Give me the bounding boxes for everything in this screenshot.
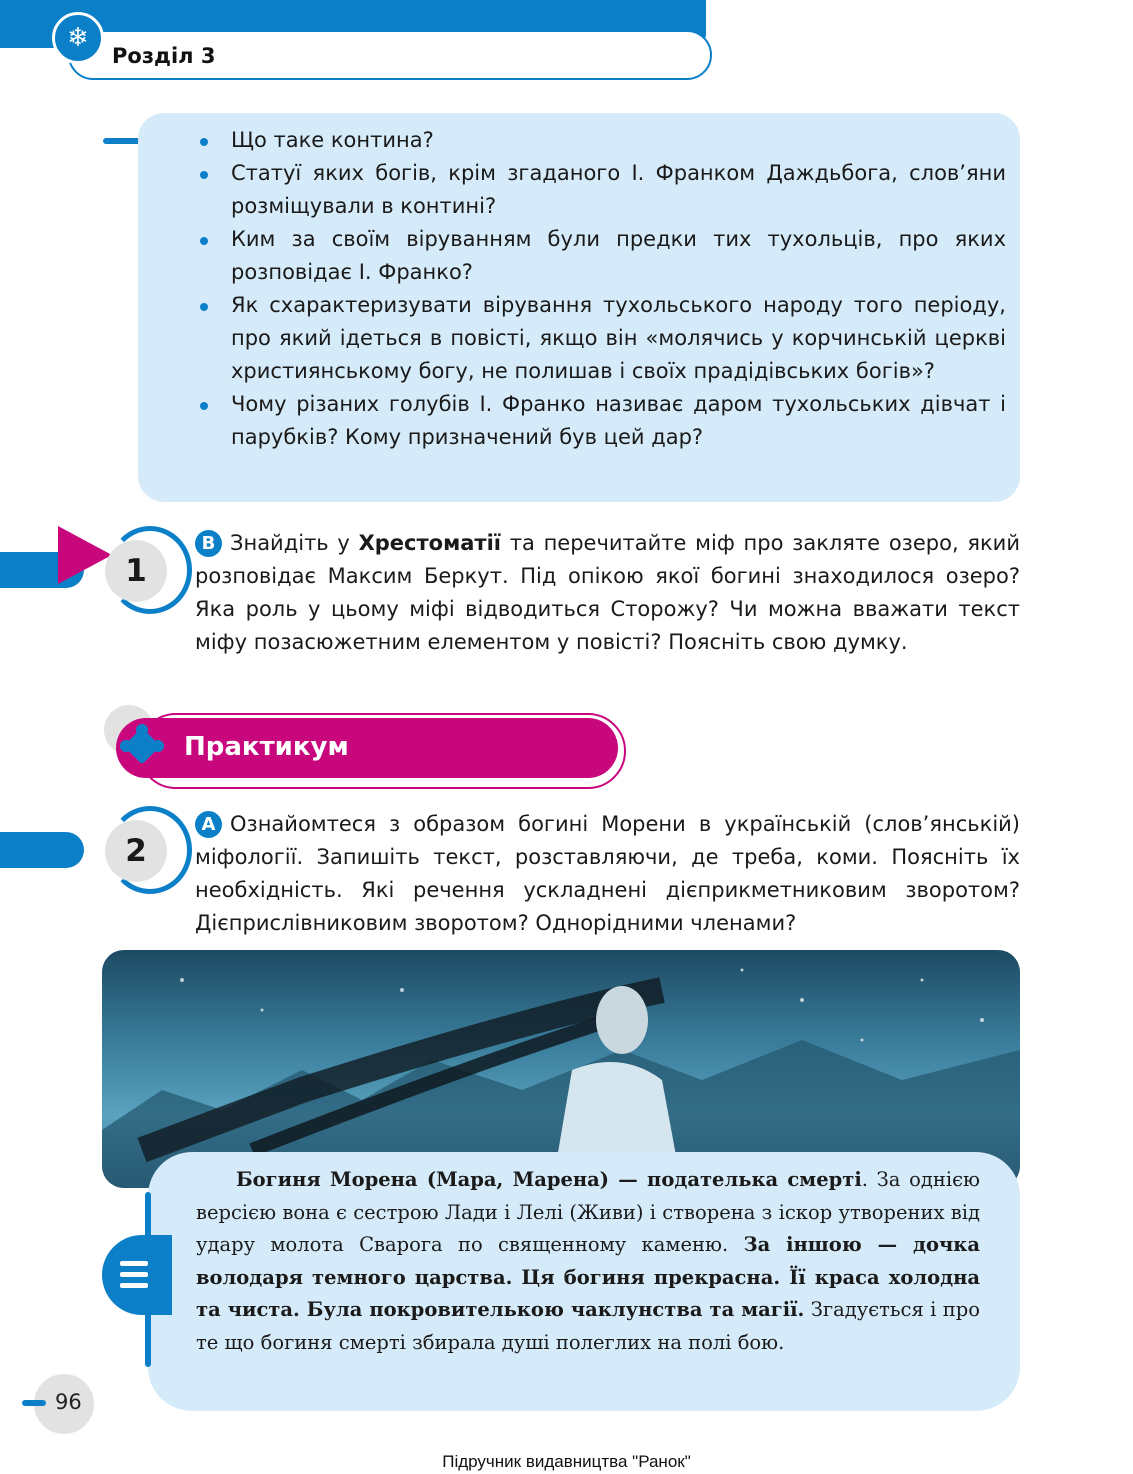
publisher-footer: Підручник видавництва "Ранок"	[442, 1452, 691, 1471]
task1-number: 1	[105, 540, 167, 602]
text-lines-glyph	[102, 1235, 172, 1315]
question-item: Ким за своїм віруванням були предки тих тухольців, про яких розповідає І. Франко?	[200, 223, 1006, 289]
question-item: Що таке контина?	[200, 124, 1006, 157]
page-number: 96	[55, 1390, 82, 1414]
snowflake-icon: ❄	[52, 12, 104, 64]
questions-list	[200, 124, 1006, 454]
question-item: Чому різаних голубів І. Франко називає даром тухольських дівчат і парубків? Кому призначений був цей дар?	[200, 388, 1006, 454]
page-number-dash	[22, 1400, 46, 1406]
text-lines-icon	[102, 1235, 172, 1315]
question-item: Статуї яких богів, крім згаданого І. Франком Даждьбога, слов’яни розміщували в контині?	[200, 157, 1006, 223]
task1-text: В Знайдіть у Хрестоматії та перечитайте міф про закляте озеро, який розповідає Максим Беркут. Під опікою якої богині знаходилося озеро? Яка роль у цьому міфі відводиться Сторожу? Чи можна вважати текст міфу позасюжетним елементом у повісті? Поясніть свою думку.	[195, 531, 1020, 654]
task1-level-badge: В	[195, 530, 222, 557]
task2-bar	[0, 832, 84, 868]
task2-level-badge: А	[195, 811, 222, 838]
morena-text: Богиня Морена (Мара, Марена) — подателька смерті. За однією версією вона є сестрою Лади і Лелі (Живи) і створена з іскор утворених від удару молота Сварога по священному каменю. За іншою — дочка володаря темного царства. Ця богиня прекрасна. Її краса холодна та чиста. Була покровителькою чаклунства та магії. Згадується і про те що богиня смерті збирала душі полеглих на полі бою.	[196, 1168, 980, 1354]
task2-number: 2	[105, 820, 167, 882]
puzzle-icon	[118, 722, 168, 772]
task1-arrow-icon	[58, 526, 112, 584]
practicum-title: Практикум	[184, 732, 349, 762]
question-item: Як схарактеризувати вірування тухольського народу того періоду, про який ідеться в повісті, якщо він «молячись у корчинській церкві християнському богу, не полишав і своїх прадідівських богів»?	[200, 289, 1006, 388]
section-title: Розділ 3	[112, 44, 216, 68]
task2-text: А Ознайомтеся з образом богині Морени в українській (слов’янській) міфології. Запишіть текст, розставляючи, де треба, коми. Поясніть їх необхідність. Які речення ускладнені дієприкметниковим зворотом? Дієприслівниковим зворотом? Однорідними членами?	[195, 812, 1020, 935]
